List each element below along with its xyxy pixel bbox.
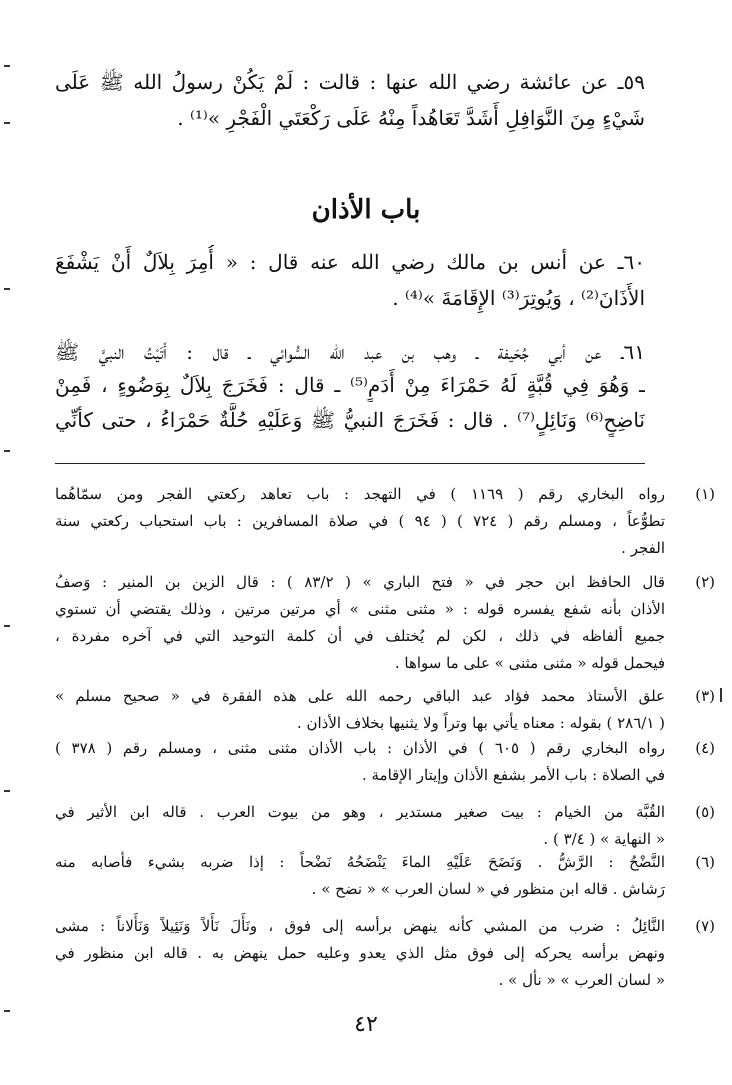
footnote-line: جميع ألفاظه في ذلك ، لكن لم يُختلف في أن كلمة التوحيد التي في آخره مفردة ،: [55, 627, 665, 645]
text-line: ٦١ـ عن أبي جُحَيفة ـ وهب بن عبد الله السُّوائي ـ قال : أَتَيْتُ النبيَّ ﷺ: [55, 340, 645, 364]
footnote-line: الأذان بأنه شفع يفسره قوله : « مثنى مثنى » أي مرتين مرتين ، وذلك يقتضي أن تستوي: [55, 600, 665, 618]
footnote-line: تطوُّعاً ، ومسلم رقم ( ٧٢٤ ) ( ٩٤ ) في صلاة المسافرين : باب استحباب ركعتي سنة: [55, 512, 665, 530]
footnote-line: النَّائِلُ : ضرب من المشي كأنه ينهض برأسه إلى فوق ، ونَأَلَ نَأَلاً وَنَئِيلاً وَنَأَلاناً : مشى: [55, 917, 665, 935]
footnote-number: (٧): [695, 917, 715, 935]
footnote-line: القُبَّة من الخيام : بيت صغير مستدير ، وهو من بيوت العرب . قاله ابن الأثير في: [55, 803, 665, 821]
margin-mark: [4, 790, 10, 792]
footnote-line: فيحمل قوله « مثنى مثنى » على ما سواها .: [394, 654, 665, 672]
text-line: شَيْءٍ مِنَ النَّوَافِلِ أَشَدَّ تَعَاهُداً مِنْهُ عَلَى رَكْعَتَي الْفَجْرِ »⁽¹⁾ .: [177, 106, 645, 130]
footnote-number: (٤): [695, 739, 715, 757]
text-line: ـ وَهُوَ فِي قُبَّةٍ لَهُ حَمْرَاءَ مِنْ أَدَمٍ⁽⁵⁾ ـ قال : فَخَرَجَ بِلاَلٌ بِوَضُوءٍ ، فَمِنْ: [55, 373, 645, 397]
footnote-line: « لسان العرب » « نأل » .: [498, 971, 665, 989]
text-line: نَاضِحٍ⁽⁶⁾ وَنَائِلٍ⁽⁷⁾ . قال : فَخَرَجَ النبيُّ ﷺ وَعَلَيْهِ حُلَّةٌ حَمْرَاءُ ، حتى كأنِّي: [55, 408, 645, 432]
footnote-number: (٦): [695, 853, 715, 871]
footnote-line: علق الأستاذ محمد فؤاد عبد الباقي رحمه الله على هذه الفقرة في « صحيح مسلم »: [55, 687, 665, 705]
text-line: ٥٩ـ عن عائشة رضي الله عنها : قالت : لَمْ يَكُنْ رسولُ الله ﷺ عَلَى: [55, 70, 645, 94]
margin-mark: [4, 1010, 10, 1012]
footnote-line: قال الحافظ ابن حجر في « فتح الباري » ( ٨٣/٢ ) : قال الزين بن المنير : وَصفُ: [55, 573, 665, 591]
chapter-heading: باب الأذان: [311, 195, 421, 225]
margin-mark: [4, 625, 10, 627]
footnote-line: رواه البخاري رقم ( ١١٦٩ ) في التهجد : باب تعاهد ركعتي الفجر ومن سمّاهُما: [55, 485, 665, 503]
footnote-number: (٣): [695, 687, 715, 705]
margin-mark: [4, 122, 10, 124]
footnote-line: في الصلاة : باب الأمر بشفع الأذان وإيتار الإقامة .: [361, 766, 665, 784]
text-line: ٦٠ـ عن أنس بن مالك رضي الله عنه قال : « أُمِرَ بِلاَلٌ أَنْ يَشْفَعَ: [55, 250, 645, 274]
footnote-line: رواه البخاري رقم ( ٦٠٥ ) في الأذان : باب الأذان مثنى مثنى ، ومسلم رقم ( ٣٧٨ ): [55, 739, 665, 757]
footnote-line: ( ٢٨٦/١ ) بقوله : معناه يأتي بها وتراً ولا يثنيها بخلاف الأذان .: [296, 714, 665, 732]
footnote-line: الفجر .: [621, 539, 665, 557]
footnote-number: (٥): [695, 803, 715, 821]
page-number: ٤٢: [354, 1012, 378, 1037]
margin-mark: [720, 688, 722, 702]
footnote-line: « النهاية » ( ٣/٤ ) .: [543, 830, 665, 848]
margin-mark: [4, 65, 10, 67]
footnote-number: (٢): [695, 573, 715, 591]
footnote-line: ونهض برأسه يحركه إلى فوق مثل الذي يعدو وعليه حمل ينهض به . قاله ابن منظور في: [55, 944, 665, 962]
footnote-line: النَّضْحُ : الرَّشُّ . وَنَضَحَ عَلَيْهِ الماءَ يَنْضَحُهُ نَضْحاً : إذا ضربه بشيء فأصابه منه: [55, 853, 665, 871]
margin-mark: [4, 450, 10, 452]
margin-mark: [4, 288, 10, 290]
footnote-line: رَشاش . قاله ابن منظور في « لسان العرب » « نضح » .: [311, 880, 665, 898]
text-line: الأَذَانَ⁽²⁾ ، وَيُوتِرَ⁽³⁾ الإِقَامَةَ »⁽⁴⁾ .: [392, 286, 645, 310]
footnote-number: (١): [695, 485, 715, 503]
footnote-separator: [55, 463, 645, 464]
